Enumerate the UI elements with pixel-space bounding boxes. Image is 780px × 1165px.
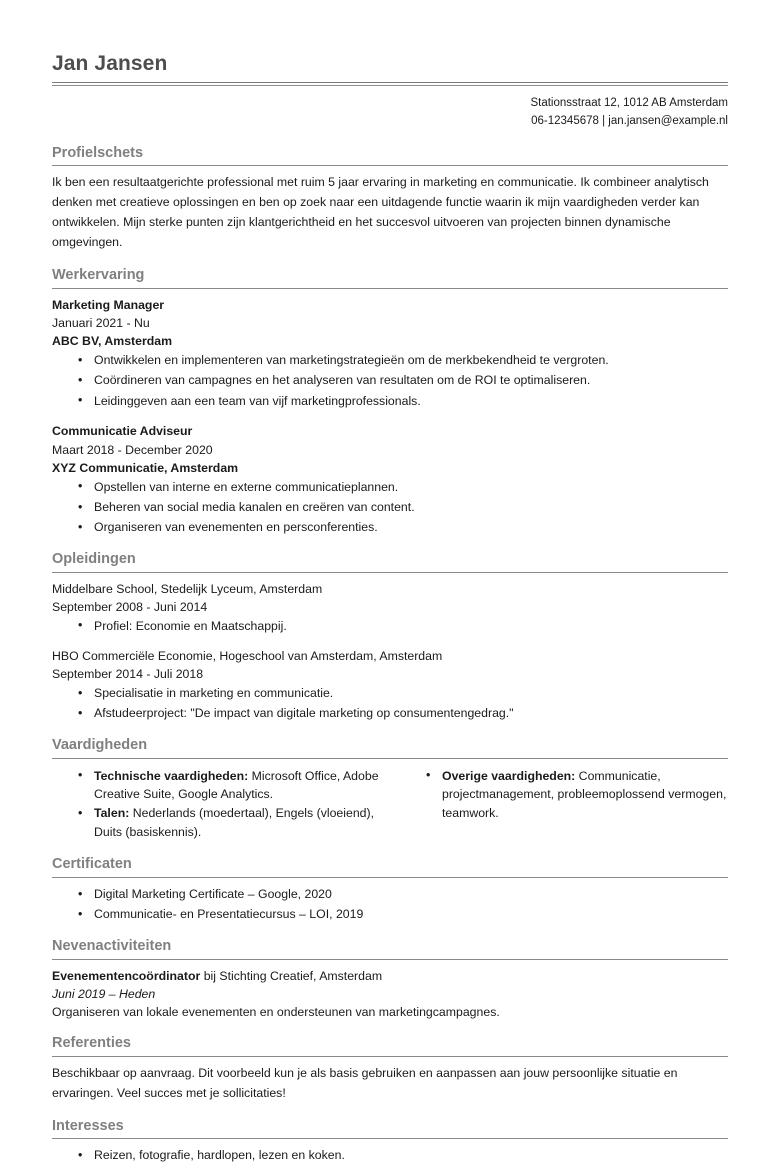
list-item: • Communicatie- en Presentatiecursus – LOI, 2019 [78, 905, 728, 924]
list-item: • Organiseren van evenementen en persconferenties. [78, 518, 728, 537]
section-title-skills: Vaardigheden [52, 736, 148, 753]
certificates-list [52, 885, 728, 924]
list-item: • Specialisatie in marketing en communicatie. [78, 684, 728, 703]
education-bullets [52, 684, 728, 723]
section-rule-experience [52, 288, 728, 289]
list-item [78, 767, 390, 804]
section-rule-extracurricular [52, 959, 728, 960]
list-item: • Digital Marketing Certificate – Google, 2020 [78, 885, 728, 904]
skill-label: Technische vaardigheden: [94, 768, 249, 783]
section-interests [52, 1118, 728, 1165]
references-text: Beschikbaar op aanvraag. Dit voorbeeld kun je als basis gebruiken en aanpassen aan jouw persoonlijke situatie en ervaringen. Veel succes met je sollicitaties! [52, 1065, 678, 1100]
list-item: • Reizen, fotografie, hardlopen, lezen en koken. [78, 1146, 728, 1165]
job-role: Marketing Manager [52, 297, 165, 312]
list-item: • Beheren van social media kanalen en creëren van content. [78, 498, 728, 517]
section-rule-references [52, 1056, 728, 1057]
skills-list-right [400, 767, 728, 823]
list-item: • Leidinggeven aan een team van vijf marketingprofessionals. [78, 392, 728, 411]
skill-value: Communicatie, projectmanagement, probleemoplossend vermogen, teamwork. [442, 768, 727, 820]
skills-column-left [52, 766, 390, 843]
extracurricular-organisation: bij Stichting Creatief, Amsterdam [200, 968, 383, 983]
section-title-references: Referenties [52, 1035, 131, 1052]
extracurricular-role-line [52, 967, 728, 985]
list-item: • Coördineren van campagnes en het analyseren van resultaten om de ROI te optimaliseren. [78, 371, 728, 390]
job-role: Communicatie Adviseur [52, 424, 193, 439]
section-profile [52, 145, 728, 253]
header-divider [52, 82, 728, 86]
candidate-name: Jan Jansen [52, 52, 168, 75]
resume-header [52, 52, 728, 131]
section-title-interests: Interesses [52, 1117, 124, 1134]
contact-phone-email: 06-12345678 | jan.jansen@example.nl [531, 114, 728, 127]
job-period: Maart 2018 - December 2020 [52, 442, 213, 457]
skills-list-left [52, 767, 390, 842]
job-company: ABC BV, Amsterdam [52, 334, 173, 349]
section-title-certificates: Certificaten [52, 856, 132, 873]
education-school: HBO Commerciële Economie, Hogeschool van Amsterdam, Amsterdam [52, 648, 443, 663]
education-entry [52, 647, 728, 723]
skills-columns [52, 766, 728, 843]
list-item [426, 767, 728, 823]
section-education [52, 551, 728, 723]
experience-entry [52, 296, 728, 411]
section-rule-certificates [52, 877, 728, 878]
education-period: September 2008 - Juni 2014 [52, 599, 208, 614]
section-rule-profile [52, 165, 728, 166]
list-item: • Ontwikkelen en implementeren van marketingstrategieën om de merkbekendheid te vergroten. [78, 351, 728, 370]
education-entry [52, 580, 728, 636]
list-item: • Opstellen van interne en externe communicatieplannen. [78, 478, 728, 497]
skill-value: Microsoft Office, Adobe Creative Suite, Google Analytics. [94, 768, 379, 802]
section-certificates [52, 856, 728, 924]
skill-label: Overige vaardigheden: [442, 768, 576, 783]
profile-text: Ik ben een resultaatgerichte professional met ruim 5 jaar ervaring in marketing en communicatie. Ik combineer analytisch denken met creatieve oplossingen en ben op zoek naar een uitdagende functie waarin ik mijn vaardigheden verder kan ontwikkelen. Mijn sterke punten zijn klantgerichtheid en het succesvol uitvoeren van projecten binnen dynamische omgevingen. [52, 175, 709, 250]
section-title-extracurricular: Nevenactiviteiten [52, 937, 172, 954]
list-item: • Profiel: Economie en Maatschappij. [78, 617, 728, 636]
list-item [78, 804, 390, 841]
section-rule-interests [52, 1138, 728, 1139]
section-experience [52, 267, 728, 537]
extracurricular-period: Juni 2019 – Heden [52, 986, 156, 1001]
skills-column-right [390, 766, 728, 824]
job-company: XYZ Communicatie, Amsterdam [52, 460, 239, 475]
experience-entry [52, 422, 728, 537]
section-references [52, 1035, 728, 1103]
education-school: Middelbare School, Stedelijk Lyceum, Amsterdam [52, 581, 323, 596]
section-title-profile: Profielschets [52, 144, 144, 161]
extracurricular-description: Organiseren van lokale evenementen en ondersteunen van marketingcampagnes. [52, 1004, 500, 1019]
interests-list [52, 1146, 728, 1165]
contact-block [52, 95, 728, 131]
section-skills [52, 737, 728, 842]
section-title-education: Opleidingen [52, 550, 136, 567]
contact-address: Stationsstraat 12, 1012 AB Amsterdam [530, 97, 728, 110]
job-bullets [52, 351, 728, 410]
section-extracurricular [52, 938, 728, 1021]
skill-label: Talen: [94, 806, 130, 821]
section-title-experience: Werkervaring [52, 267, 145, 284]
section-rule-education [52, 572, 728, 573]
job-bullets [52, 478, 728, 537]
education-bullets [52, 617, 728, 636]
section-rule-skills [52, 758, 728, 759]
education-period: September 2014 - Juli 2018 [52, 666, 204, 681]
job-period: Januari 2021 - Nu [52, 315, 150, 330]
list-item: • Afstudeerproject: "De impact van digitale marketing op consumentengedrag." [78, 704, 728, 723]
skill-value: Nederlands (moedertaal), Engels (vloeiend), Duits (basiskennis). [94, 806, 375, 840]
extracurricular-role: Evenementencoördinator [52, 968, 201, 983]
